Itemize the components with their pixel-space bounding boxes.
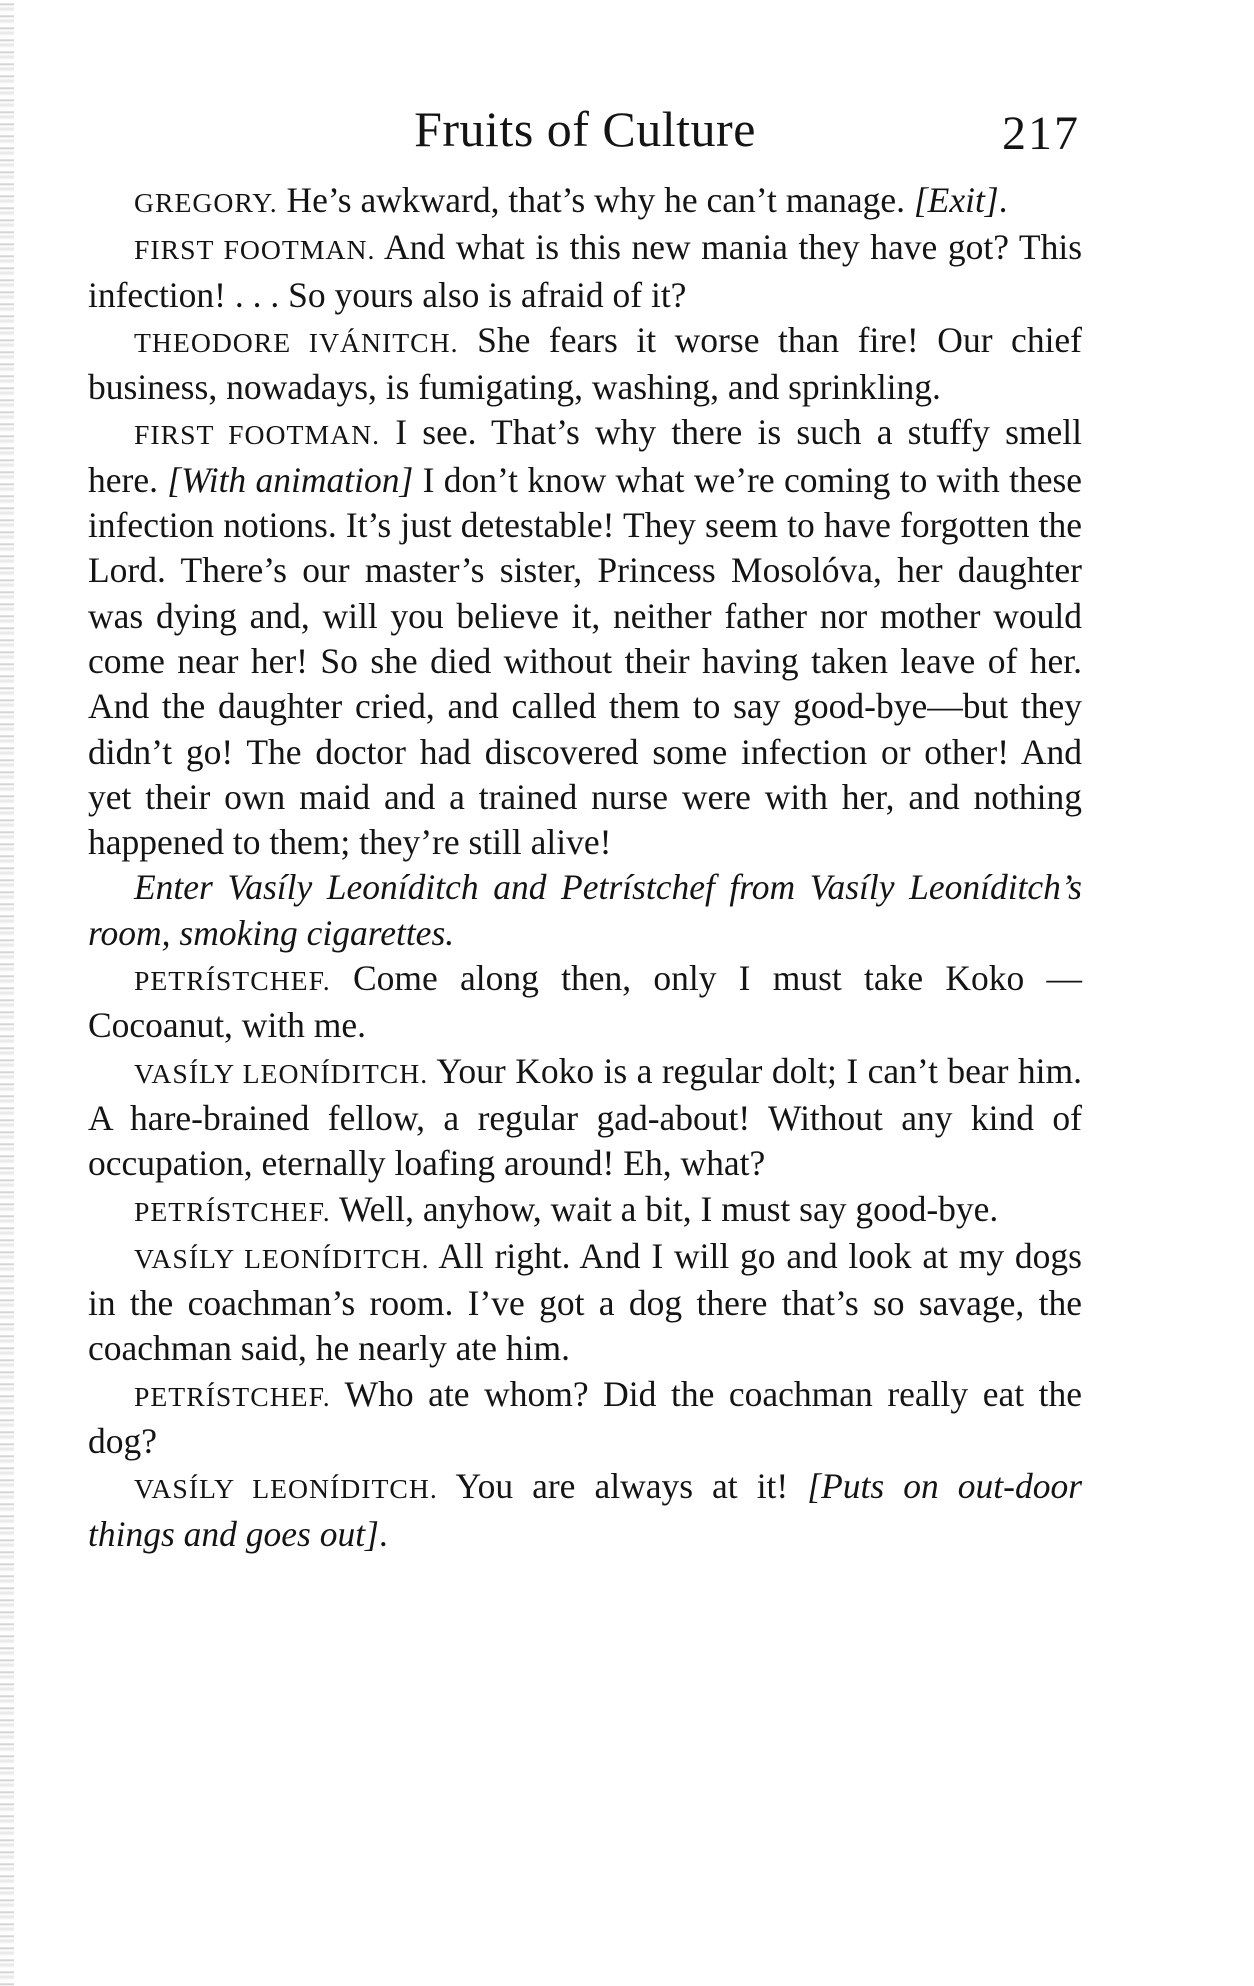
speaker-name: VASÍLY LEONÍDITCH. (134, 1057, 429, 1089)
speech (88, 1049, 1082, 1187)
speech-text: Come along then, only I must take Koko —Cocoanut, with me. (88, 958, 1083, 1046)
speaker-name: THEODORE IVÁNITCH. (134, 326, 459, 358)
speech-text: Well, anyhow, wait a bit, I must say good-bye. (338, 1188, 999, 1229)
speech (88, 1372, 1082, 1465)
stage-direction: [With animation] (167, 459, 414, 500)
play-text (88, 178, 1082, 1557)
speaker-name: PETRÍSTCHEF. (134, 965, 331, 997)
speech (88, 1464, 1082, 1557)
speech-text: And what is this new mania they have got? This infection! . . . So yours also is afraid of it? (88, 227, 1083, 315)
speech-text: He’s awkward, that’s why he can’t manage. (286, 180, 905, 220)
page-edge-shadow (0, 0, 14, 1986)
speaker-name: VASÍLY LEONÍDITCH. (134, 1242, 430, 1274)
speech-text-after: I don’t know what we’re coming to with these infection notions. It’s just detestable! They seem to have forgotten the Lord. There’s our master’s sister, Princess Mosolóva, her daughter was dying and, will you believe it, neither father nor mother would come near her! So she died without their having taken leave of her. And the daughter cried, and called them to say good-bye—but they didn’t go! The doctor had discovered some infection or other! And yet their own maid and a trained nurse were with her, and nothing happened to them; they’re still alive! (88, 459, 1083, 863)
entrance-direction-text: Enter Vasíly Leoníditch and Petrístchef from Vasíly Leoníditch’s room, smoking cigarettes. (88, 867, 1082, 953)
speaker-name: PETRÍSTCHEF. (134, 1380, 331, 1412)
speaker-name: VASÍLY LEONÍDITCH. (134, 1473, 438, 1505)
stage-direction: [Puts on out-door things and goes out] (88, 1466, 1083, 1554)
speech (88, 410, 1082, 865)
speaker-name: FIRST FOOTMAN. (134, 234, 376, 266)
speech-text-after: . (998, 180, 1008, 220)
speaker-name: PETRÍSTCHEF. (134, 1195, 331, 1227)
stage-direction: [Exit] (913, 180, 999, 220)
speech (88, 178, 1082, 225)
speech-text: You are always at it! (455, 1466, 789, 1507)
speech-text: She fears it worse than fire! Our chief business, nowadays, is fumigating, washing, and sprinkling. (88, 319, 1083, 408)
page-header (90, 100, 1080, 170)
speech-text-after: . (378, 1513, 388, 1554)
running-title: Fruits of Culture (414, 101, 756, 157)
speech-text: Your Koko is a regular dolt; I can’t bear him. A hare-brained fellow, a regular gad-about! Without any kind of occupation, eternally loafing around! Eh, what? (88, 1050, 1083, 1184)
entrance-direction (88, 865, 1082, 956)
speech-text: Who ate whom? Did the coachman really eat the dog? (88, 1373, 1082, 1462)
page-number: 217 (1002, 107, 1080, 160)
speech (88, 1234, 1082, 1372)
speech (88, 318, 1082, 411)
speaker-name: GREGORY. (134, 187, 278, 218)
speech (88, 1187, 1082, 1234)
speech (88, 956, 1082, 1049)
speech-text: All right. And I will go and look at my dogs in the coachman’s room. I’ve got a dog there that’s so savage, the coachman said, he nearly ate him. (88, 1235, 1082, 1369)
speaker-name: FIRST FOOTMAN. (134, 419, 380, 451)
speech-text: I see. That’s why there is such a stuffy smell here. (88, 412, 1082, 500)
speech (88, 225, 1082, 318)
